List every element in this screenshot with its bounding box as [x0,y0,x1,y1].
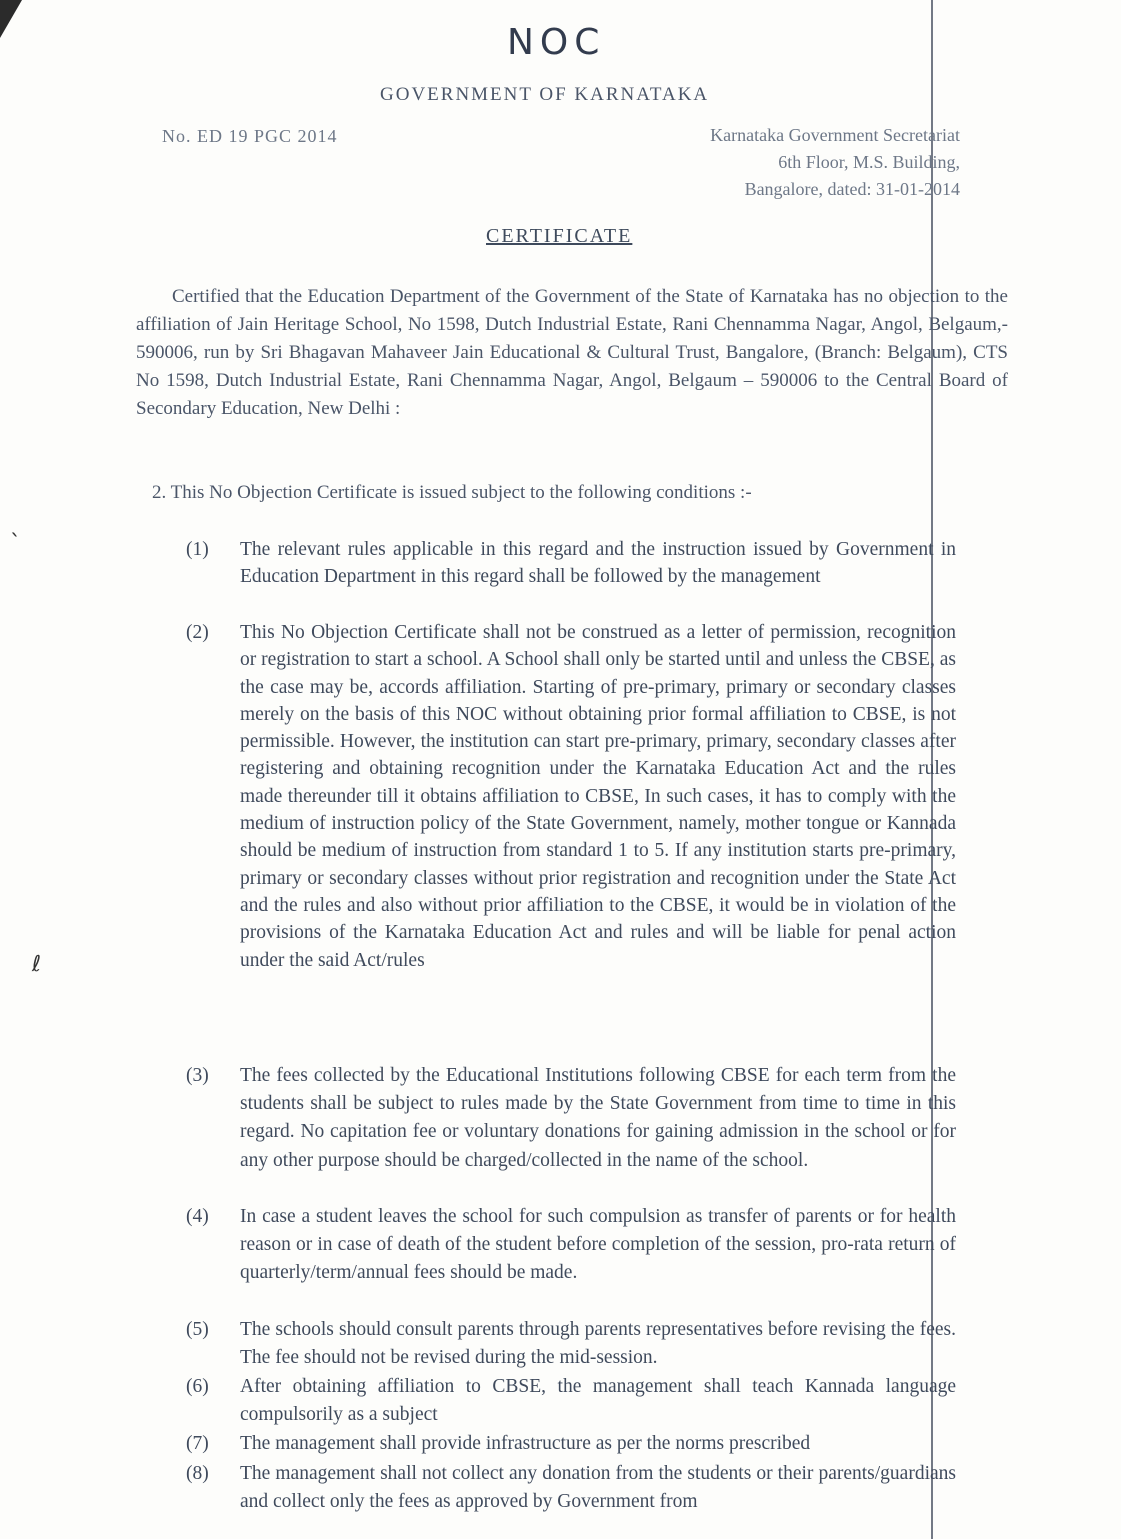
condition-number: (2) [186,622,209,643]
address-line: 6th Floor, M.S. Building, [778,152,960,172]
condition-text: The management shall not collect any donation from the students or their parents/guardians and collect only the fees as approved by Government from [240,1463,956,1512]
condition-number: (1) [186,539,209,560]
condition-text: This No Objection Certificate shall not be construed as a letter of permission, recognition or registration to start a school. A School shall only be started until and unless the CBSE, as the case may be, accords affiliation. Starting of pre-primary, primary or secondary classes merely on the basis of this NOC without obtaining prior formal affiliation to CBSE, is not permissible. However, the institution can start pre-primary, primary, secondary classes after registering and obtaining recognition under the Karnataka Education Act and the rules made thereunder till it obtains affiliation to CBSE, In such cases, it has to comply with the medium of instruction policy of the State Government, namely, mother tongue or Kannada should be medium of instruction from standard 1 to 5. If any institution starts pre-primary, primary or secondary classes without prior registration and recognition under the State Act and the rules and also without prior affiliation to the CBSE, it would be in violation of the provisions of the Karnataka Education Act and rules and will be liable for penal action under the said Act/rules [240,622,956,971]
reference-number: No. ED 19 PGC 2014 [162,126,338,146]
address-date-line: Bangalore, dated: 31-01-2014 [744,179,960,199]
condition-text: The schools should consult parents through parents representatives before revising the fees. The fee should not be revised during the mid-session. [240,1319,956,1368]
condition-item [186,1062,956,1175]
margin-tick-mark: ˎ [10,512,21,537]
condition-text: The fees collected by the Educational Institutions following CBSE for each term from the students shall be subject to rules made by the State Government from time to time in this regard. No capitation fee or voluntary donations for gaining admission in the school or for any other purpose should be charged/collected in the name of the school. [240,1065,956,1171]
condition-number: (5) [186,1319,209,1340]
conditions-lead-line: 2. This No Objection Certificate is issued subject to the following conditions :- [152,482,752,503]
condition-number: (6) [186,1376,209,1397]
condition-number: (3) [186,1065,209,1086]
condition-item [186,1373,956,1429]
certificate-intro-paragraph: Certified that the Education Department of the Government of the State of Karnataka has no objection to the affiliation of Jain Heritage School, No 1598, Dutch Industrial Estate, Rani Chennamma Nagar, Angol, Belgaum,- 590006, run by Sri Bhagavan Mahaveer Jain Educational & Cultural Trust, Bangalore, (Branch: Belgaum), CTS No 1598, Dutch Industrial Estate, Rani Chennamma Nagar, Angol, Belgaum – 590006 to the Central Board of Secondary Education, New Delhi : [136,286,1008,419]
condition-item [186,1316,956,1372]
condition-number: (4) [186,1206,209,1227]
condition-number: (8) [186,1463,209,1484]
address-line: Karnataka Government Secretariat [710,125,960,145]
condition-item [186,1460,956,1516]
condition-text: In case a student leaves the school for such compulsion as transfer of parents or for health reason or in case of death of the student before completion of the session, pro-rata return of quarterly/term/annual fees should be made. [240,1206,956,1284]
condition-item [186,536,956,590]
condition-text: After obtaining affiliation to CBSE, the management shall teach Kannada language compulsorily as a subject [240,1376,956,1425]
government-title: GOVERNMENT OF KARNATAKA [380,84,710,105]
condition-item [186,619,956,974]
condition-text: The management shall provide infrastructure as per the norms prescribed [240,1433,811,1454]
scan-corner-shadow [0,0,22,38]
condition-item [186,1430,956,1458]
office-address-block [600,122,960,203]
margin-pen-mark: ℓ [32,952,42,977]
condition-text: The relevant rules applicable in this regard and the instruction issued by Government in Education Department in this regard shall be followed by the management [240,539,956,587]
condition-number: (7) [186,1433,209,1454]
condition-item [186,1203,956,1288]
handwritten-noc-note: NOC [507,22,606,63]
certificate-heading: CERTIFICATE [486,225,633,247]
